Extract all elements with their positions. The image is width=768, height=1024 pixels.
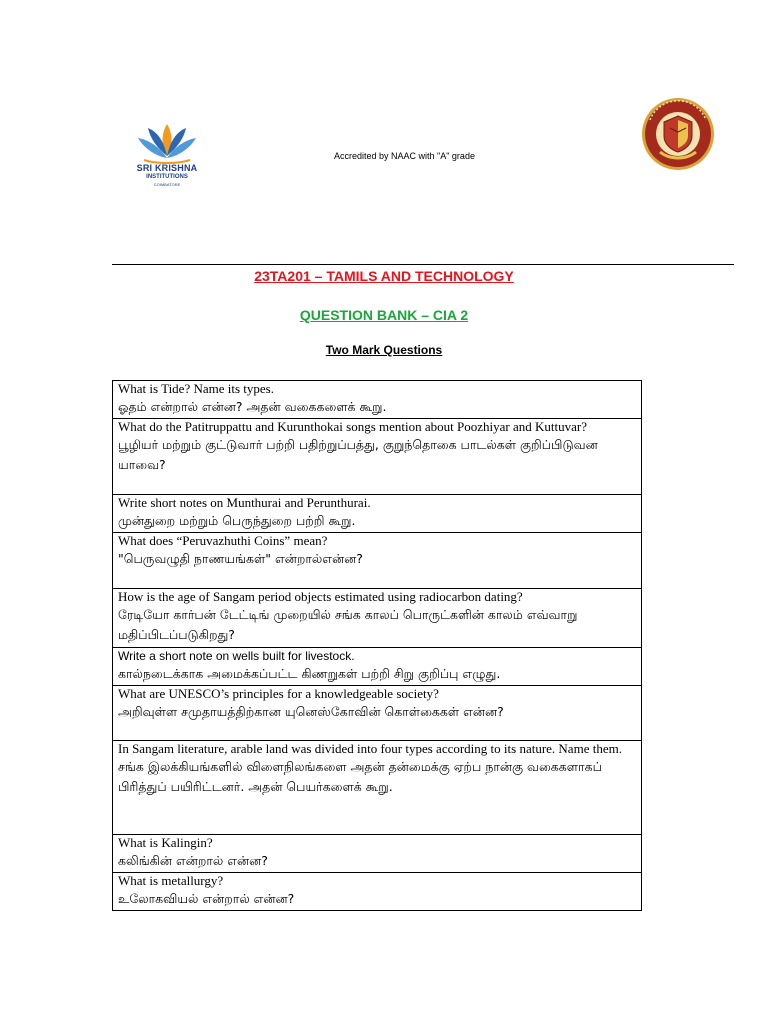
question-cell [113,533,642,589]
question-cell [113,873,642,911]
question-cell [113,648,642,686]
question-cell [113,835,642,873]
question-cell [113,589,642,648]
question-english: How is the age of Sangam period objects estimated using radiocarbon dating? [118,589,523,604]
logo-city: COIMBATORE [153,182,181,187]
college-seal [640,96,716,172]
accreditation-text: Accredited by NAAC with "A" grade [334,151,475,161]
institution-logo [130,118,204,198]
question-cell [113,381,642,419]
question-table [112,380,642,911]
question-english: What is Kalingin? [118,835,213,850]
section-title: Two Mark Questions [325,343,443,357]
question-english: What is Tide? Name its types. [118,381,274,396]
question-tamil: "பெருவழுதி நாணயங்கள்" என்றால்என்ன? [118,551,363,566]
question-tamil: சங்க இலக்கியங்களில் விளைநிலங்களை அதன் தன்மைக்கு ஏற்ப நான்கு வகைகளாகப் பிரித்துப் பயிரிட்டனர். அதன் பெயர்களைக் கூறு. [118,759,602,794]
question-cell [113,741,642,835]
question-row [113,873,642,911]
question-tamil: கால்நடைக்காக அமைக்கப்பட்ட கிணறுகள் பற்றி சிறு குறிப்பு எழுது. [118,666,501,681]
question-english: Write a short note on wells built for livestock. [118,649,355,663]
question-row [113,589,642,648]
question-tamil: பூழியர் மற்றும் குட்டுவார் பற்றி பதிற்றுப்பத்து, குறுந்தொகை பாடல்கள் குறிப்பிடுவன யாவை? [118,437,598,472]
logo-subtitle: INSTITUTIONS [146,174,188,180]
question-cell [113,495,642,533]
question-tamil: அறிவுள்ள சமுதாயத்திற்கான யுனெஸ்கோவின் கொள்கைகள் என்ன? [118,704,504,719]
question-english: What do the Patitruppattu and Kurunthokai songs mention about Poozhiyar and Kuttuvar? [118,419,587,434]
question-row [113,741,642,835]
question-cell [113,419,642,495]
question-row [113,835,642,873]
question-english: What is metallurgy? [118,873,224,888]
question-row [113,495,642,533]
question-cell [113,686,642,741]
question-english: What does “Peruvazhuthi Coins” mean? [118,533,328,548]
question-english: In Sangam literature, arable land was divided into four types according to its nature. Name them. [118,741,622,756]
question-bank-title: QUESTION BANK – CIA 2 [299,307,469,323]
seal-emblem-icon [640,96,716,172]
question-tamil: ரேடியோ கார்பன் டேட்டிங் முறையில் சங்க காலப் பொருட்களின் காலம் எவ்வாறு மதிப்பிடப்படுகிறது? [118,607,578,642]
question-english: Write short notes on Munthurai and Perunthurai. [118,495,371,510]
question-row [113,381,642,419]
question-row [113,419,642,495]
logo-name: SRI KRISHNA [136,163,198,173]
question-tamil: உலோகவியல் என்றால் என்ன? [118,891,295,906]
question-tamil: கலிங்கின் என்றால் என்ன? [118,853,268,868]
question-english: What are UNESCO’s principles for a knowledgeable society? [118,686,439,701]
lotus-logo-icon [130,118,204,164]
question-tamil: முன்துறை மற்றும் பெருந்துறை பற்றி கூறு. [118,513,356,528]
question-row [113,533,642,589]
header-rule [112,264,734,265]
question-tamil: ஓதம் என்றால் என்ன? அதன் வகைகளைக் கூறு. [118,399,387,414]
question-row [113,648,642,686]
course-title: 23TA201 – TAMILS AND TECHNOLOGY [254,268,514,284]
question-row [113,686,642,741]
